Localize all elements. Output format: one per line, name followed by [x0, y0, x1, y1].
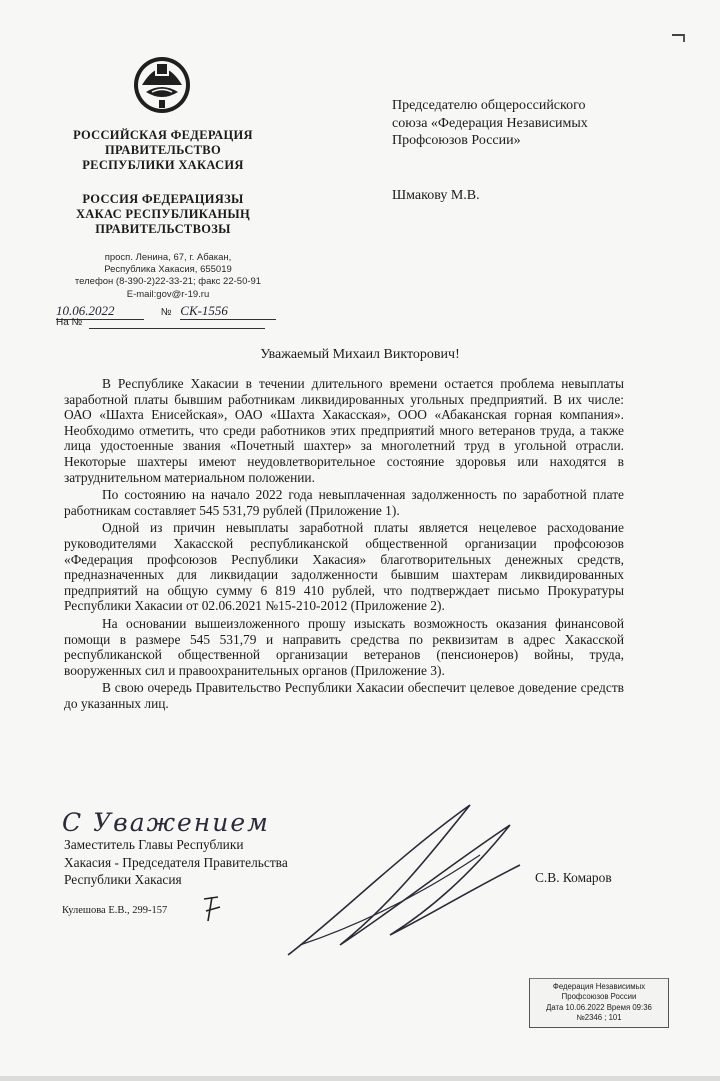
body-paragraph: Одной из причин невыплаты заработной платы является нецелевое расходование руководителями Хакасской республиканской общественной организации профсоюзов «Федерация профсоюзов Республики Хакасия» благотворительных денежных средств, предназначенных для ликвидации задолженности бывшим шахтерам ликвидированных предприятий на общую сумму 6 819 410 рублей, что подтверждает письмо Прокуратуры Республики Хакасии от 02.06.2021 №15-210-2012 (Приложение 2).: [64, 520, 624, 614]
reference-label: На №: [56, 317, 83, 328]
registration-number: СК-1556: [180, 303, 276, 320]
signer-title: Заместитель Главы Республики Хакасия - Председателя Правительства Республики Хакасия: [64, 837, 288, 887]
addressee-block: Председателю общероссийского союза «Федерация Независимых Профсоюзов России»: [392, 98, 588, 148]
org-name-khakas: РОССИЯ ФЕДЕРАЦИЯЗЫ ХАКАС РЕСПУБЛИКАНЫҢ ПРАВИТЕЛЬСТВОЗЫ: [75, 192, 251, 236]
scan-edge-tick: [672, 34, 684, 36]
executor-contact: Кулешова Е.В., 299-157: [62, 905, 168, 916]
registration-stamp: Федерация Независимых Профсоюзов России Дата 10.06.2022 Время 09:36 №2346 ; 101: [529, 978, 669, 1028]
letter-body: [64, 376, 624, 713]
org-name-russian: РОССИЙСКАЯ ФЕДЕРАЦИЯ ПРАВИТЕЛЬСТВО РЕСПУБЛИКИ ХАКАСИЯ: [73, 128, 253, 172]
addressee-name: Шмакову М.В.: [392, 188, 480, 203]
body-paragraph: На основании вышеизложенного прошу изыскать возможность оказания финансовой помощи в размере 545 531,79 и направить средства по реквизитам в адрес Хакасской республиканской общественной организации ветеранов (пенсионеров) войны, труда, вооруженных сил и правоохранительных органов (Приложение 3).: [64, 615, 624, 678]
handwritten-closing: С Уважением: [62, 808, 270, 837]
body-paragraph: В Республике Хакасии в течении длительного времени остается проблема невыплаты заработной платы бывшим работникам ликвидированных угольных предприятий. В их числе: ОАО «Шахта Енисейская», ОАО «Шахта Хакасская», ООО «Абаканская горная компания». Необходимо отметить, что среди работников этих предприятий много ветеранов труда, а также лица удостоенные звания «Почетный шахтер» за многолетний труд в угольной отрасли. Некоторые шахтеры имеют неудовлетворительное состояние здоровья или находятся в затруднительном материальном положении.: [64, 376, 624, 485]
org-address: просп. Ленина, 67, г. Абакан, Республика Хакасия, 655019 телефон (8-390-2)22-33-21; факс 22-50-91 E-mail:gov@r-19.ru: [74, 252, 262, 300]
signer-name: С.В. Комаров: [535, 870, 612, 885]
reference-row: [56, 317, 265, 329]
body-paragraph: В свою очередь Правительство Республики Хакасии обеспечит целевое доведение средств до указанных лиц.: [64, 680, 624, 711]
greeting: Уважаемый Михаил Викторович!: [260, 347, 460, 362]
scan-bottom-edge: [0, 1076, 720, 1081]
registration-number-label: №: [160, 307, 172, 318]
body-paragraph: По состоянию на начало 2022 года невыплаченная задолженность по заработной плате работникам составляет 545 531,79 рублей (Приложение 1).: [64, 487, 624, 518]
scan-edge-mark: [683, 34, 685, 954]
coat-of-arms-emblem: [132, 54, 192, 116]
registration-date: 10.06.2022: [56, 303, 144, 320]
signature-scribble: [280, 795, 530, 965]
handwritten-initial: [200, 893, 224, 925]
